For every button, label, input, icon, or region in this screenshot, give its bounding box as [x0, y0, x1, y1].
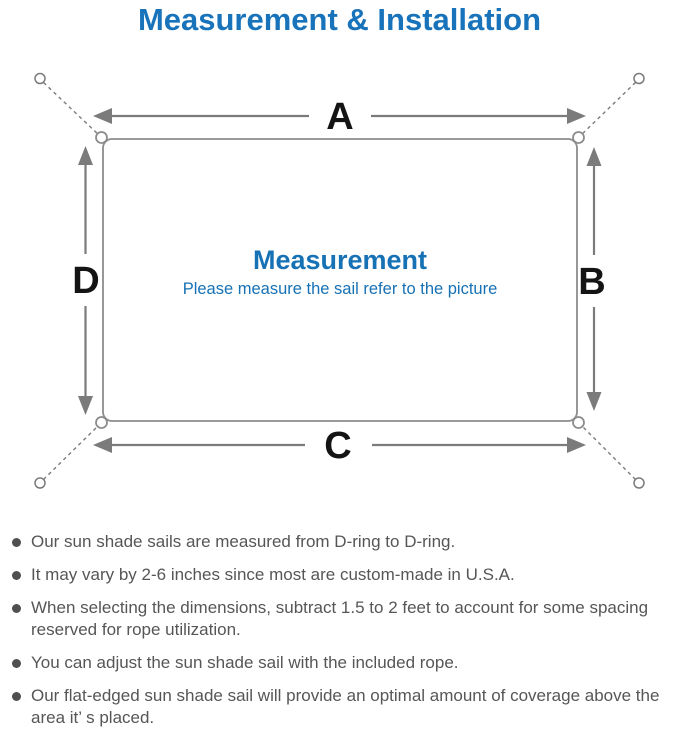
list-item-text: You can adjust the sun shade sail with the included rope. — [31, 653, 459, 672]
measure-c — [93, 425, 586, 467]
measurement-diagram — [0, 45, 679, 515]
list-item-text: It may vary by 2-6 inches since most are custom-made in U.S.A. — [31, 565, 515, 584]
d-ring-top-left — [96, 132, 107, 143]
d-ring-bottom-right — [573, 417, 584, 428]
label-a: A — [326, 96, 354, 138]
tether-line-top-left — [44, 83, 102, 138]
d-ring-top-right — [573, 132, 584, 143]
list-item — [12, 652, 672, 674]
bullet-dot-icon — [12, 538, 21, 547]
d-ring-bottom-left — [96, 417, 107, 428]
bullet-dot-icon — [12, 659, 21, 668]
anchor-circle-top-right — [634, 74, 644, 84]
list-item — [12, 564, 672, 586]
measure-d — [72, 146, 99, 415]
measure-b — [578, 147, 605, 411]
arrowhead-up-icon — [587, 147, 602, 166]
anchor-circle-top-left — [35, 74, 45, 84]
arrowhead-right-icon — [567, 108, 586, 124]
bullet-dot-icon — [12, 571, 21, 580]
list-item-text: Our flat-edged sun shade sail will provide an optimal amount of coverage above the area it’ s placed. — [31, 686, 660, 727]
arrowhead-down-icon — [78, 396, 93, 415]
tether-line-top-right — [579, 83, 636, 138]
measure-a — [93, 96, 586, 138]
diagram-center-title: Measurement — [252, 245, 428, 275]
tether-line-bottom-right — [579, 423, 636, 480]
label-b: B — [578, 261, 606, 303]
arrowhead-down-icon — [587, 392, 602, 411]
arrowhead-left-icon — [93, 108, 112, 124]
arrowhead-right-icon — [567, 437, 586, 453]
bullet-dot-icon — [12, 604, 21, 613]
arrowhead-up-icon — [78, 146, 93, 165]
list-item — [12, 685, 672, 729]
page-title: Measurement & Installation — [137, 2, 542, 37]
arrowhead-left-icon — [93, 437, 112, 453]
list-item-text: When selecting the dimensions, subtract 1.5 to 2 feet to account for some spacing reserved for rope utilization. — [31, 598, 649, 639]
list-item — [12, 597, 672, 641]
notes-list — [12, 531, 672, 739]
anchor-circle-bottom-right — [634, 478, 644, 488]
tether-line-bottom-left — [44, 423, 102, 480]
bullet-dot-icon — [12, 692, 21, 701]
label-d: D — [72, 260, 100, 302]
label-c: C — [324, 425, 352, 467]
anchor-circle-bottom-left — [35, 478, 45, 488]
diagram-center-subtitle: Please measure the sail refer to the picture — [182, 280, 498, 298]
list-item — [12, 531, 672, 553]
list-item-text: Our sun shade sails are measured from D-ring to D-ring. — [31, 532, 456, 551]
